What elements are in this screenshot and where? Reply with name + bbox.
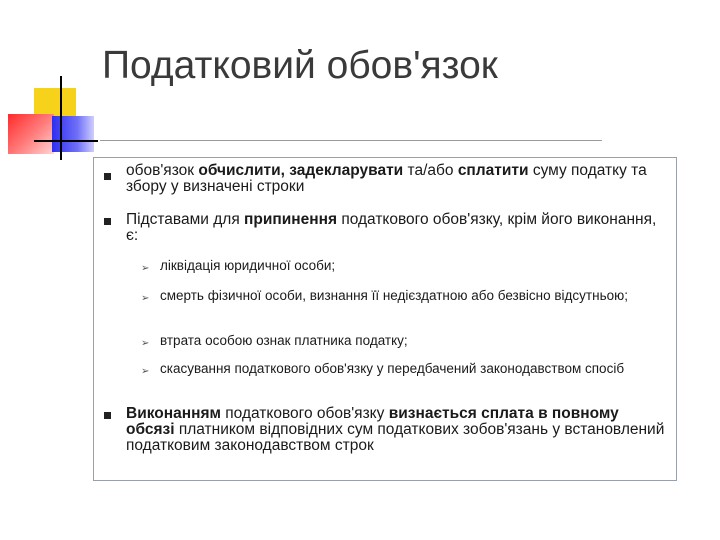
body-text: платником відповідних сум податкових зобов'язань у встановлений податковим законодавством строк — [126, 421, 665, 454]
arrowhead-bullet-icon: ➢ — [141, 263, 150, 274]
emphasis-text: сплатити — [457, 162, 529, 179]
emphasis-text: обчислити, задекларувати — [198, 162, 404, 179]
subitem-loss-of-status: втрата особою ознак платника податку; — [160, 333, 408, 348]
item-obligation — [126, 163, 666, 195]
slide-title: Податковий обов'язок — [102, 44, 498, 87]
item-fulfillment — [126, 406, 666, 454]
arrowhead-bullet-icon: ➢ — [141, 293, 150, 304]
square-bullet-icon — [104, 173, 111, 180]
emphasis-text: визнається сплата в повному обсязі — [126, 405, 619, 438]
title-divider — [100, 140, 602, 141]
subitem-death: смерть фізичної особи, визнання її недієздатною або безвісно відсутньою; — [160, 288, 628, 303]
logo-horizontal-line — [34, 140, 98, 142]
emphasis-text: припинення — [244, 211, 338, 228]
body-text: обов'язок — [126, 162, 199, 179]
emphasis-text: Виконанням — [126, 405, 221, 422]
body-text: Підставами для — [126, 211, 245, 228]
subitem-liquidation: ліквідація юридичної особи; — [160, 258, 336, 273]
arrowhead-bullet-icon: ➢ — [141, 338, 150, 349]
square-bullet-icon — [104, 412, 111, 419]
arrowhead-bullet-icon: ➢ — [141, 366, 150, 377]
item-termination — [126, 212, 666, 244]
body-text: податкового обов'язку — [220, 405, 389, 422]
body-text: податкового обов'язку, крім його виконання, є: — [126, 211, 657, 244]
logo-red-square — [8, 114, 54, 154]
logo-blue-square — [52, 116, 94, 152]
body-text: та/або — [403, 162, 458, 179]
logo-vertical-line — [60, 76, 62, 160]
subitem-cancellation: скасування податкового обов'язку у передбачений законодавством спосіб — [160, 361, 625, 376]
body-text: суму податку та збору у визначені строки — [126, 162, 647, 195]
square-bullet-icon — [104, 218, 111, 225]
